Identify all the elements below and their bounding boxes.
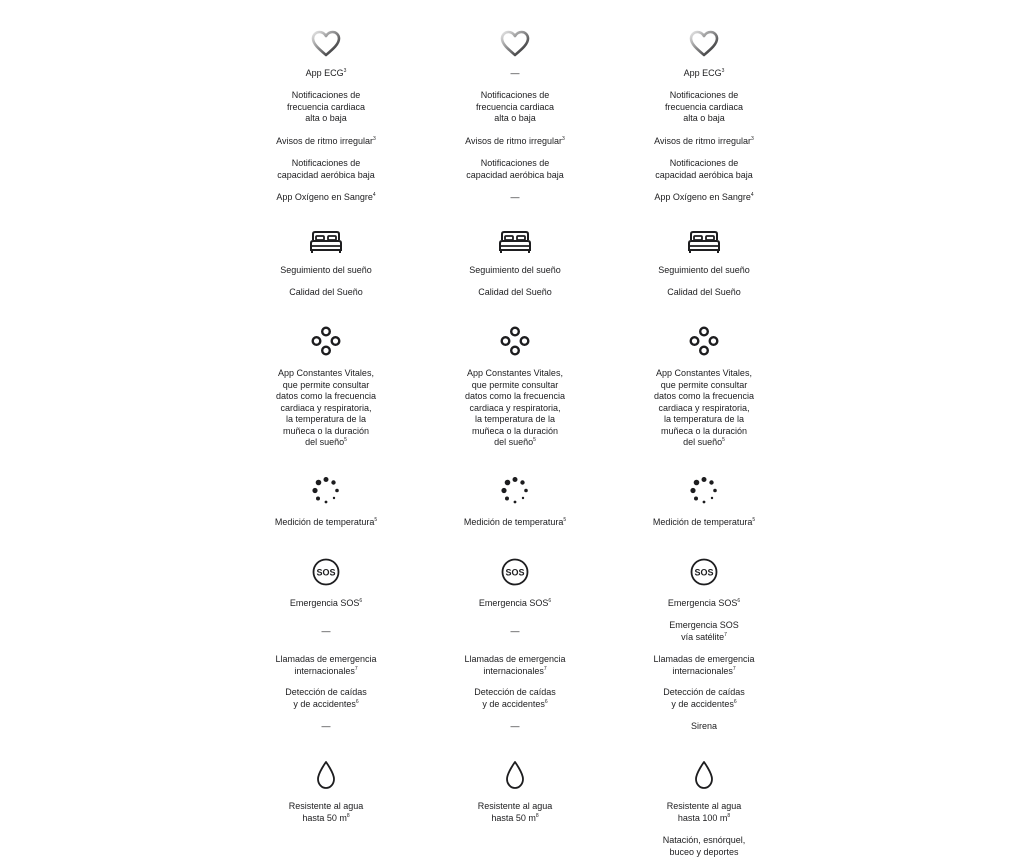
bed-icon <box>687 230 721 254</box>
temperature-icon <box>311 476 341 506</box>
emergency-sos-satellite: — <box>321 626 331 636</box>
siren: — <box>510 721 520 731</box>
bed-icon <box>498 230 532 254</box>
comparison-column <box>609 0 799 857</box>
sleep-quality: Calidad del Sueño <box>478 287 552 297</box>
cardio-fitness: Notificaciones de capacidad aeróbica baja <box>277 158 375 180</box>
fall-detection: Detección de caídas y de accidentes$^6$ <box>285 687 367 709</box>
sos-icon-label: SOS <box>316 567 336 578</box>
water-drop-icon <box>693 760 715 790</box>
comparison-column <box>420 0 610 854</box>
siren: — <box>321 721 331 731</box>
international-calls: Llamadas de emergencia internacionales$^7$ <box>275 654 377 676</box>
ecg-app: App ECG$^3$ <box>305 68 347 78</box>
cardio-fitness: Notificaciones de capacidad aeróbica baja <box>466 158 564 180</box>
cardio-fitness: Notificaciones de capacidad aeróbica baja <box>655 158 753 180</box>
water-drop-icon <box>315 760 337 790</box>
sleep-tracking: Seguimiento del sueño <box>469 265 561 275</box>
water-resistance: Resistente al agua hasta 50 $m^8$ <box>477 801 553 823</box>
temperature-sensing: Medición de temperatura$^5$ <box>274 517 378 527</box>
ecg-app: — <box>510 68 520 78</box>
vitals-app: App Constantes Vitales, que permite consultar datos como la frecuencia cardiaca y respiratoria, la temperatura de la muñeca o la duración del sueño$^5$ <box>275 368 377 447</box>
sos-icon <box>690 558 718 586</box>
sleep-quality: Calidad del Sueño <box>667 287 741 297</box>
water-drop-icon <box>504 760 526 790</box>
emergency-sos-satellite: Emergencia SOS vía satélite$^7$ <box>669 620 739 642</box>
irregular-rhythm: Avisos de ritmo irregular$^3$ <box>465 136 565 146</box>
ecg-app: App ECG$^3$ <box>683 68 725 78</box>
vitals-app: App Constantes Vitales, que permite consultar datos como la frecuencia cardiaca y respiratoria, la temperatura de la muñeca o la duración del sueño$^5$ <box>464 368 566 447</box>
siren: Sirena <box>690 721 717 731</box>
vitals-app: App Constantes Vitales, que permite consultar datos como la frecuencia cardiaca y respiratoria, la temperatura de la muñeca o la duración del sueño$^5$ <box>653 368 755 447</box>
vitals-icon <box>689 326 719 356</box>
international-calls: Llamadas de emergencia internacionales$^7$ <box>653 654 755 676</box>
sos-icon-label: SOS <box>505 567 525 578</box>
emergency-sos: Emergencia SOS$^6$ <box>667 598 741 608</box>
sleep-tracking: Seguimiento del sueño <box>280 265 372 275</box>
heart-icon <box>500 30 530 57</box>
emergency-sos-satellite: — <box>510 626 520 636</box>
irregular-rhythm: Avisos de ritmo irregular$^3$ <box>654 136 754 146</box>
blood-oxygen-app: App Oxígeno en Sangre$^4$ <box>276 192 376 202</box>
sos-icon <box>501 558 529 586</box>
temperature-icon <box>500 476 530 506</box>
heart-icon <box>311 30 341 57</box>
heart-rate-notifications: Notificaciones de frecuencia cardiaca alta o baja <box>475 90 555 123</box>
heart-rate-notifications: Notificaciones de frecuencia cardiaca alta o baja <box>286 90 366 123</box>
vitals-icon <box>500 326 530 356</box>
fall-detection: Detección de caídas y de accidentes$^6$ <box>663 687 745 709</box>
sleep-tracking: Seguimiento del sueño <box>658 265 750 275</box>
emergency-sos: Emergencia SOS$^6$ <box>289 598 363 608</box>
water-resistance: Resistente al agua hasta 50 $m^8$ <box>288 801 364 823</box>
water-resistance: Resistente al agua hasta 100 $m^8$ <box>666 801 742 823</box>
sleep-quality: Calidad del Sueño <box>289 287 363 297</box>
sos-icon-label: SOS <box>694 567 714 578</box>
international-calls: Llamadas de emergencia internacionales$^7$ <box>464 654 566 676</box>
bed-icon <box>309 230 343 254</box>
vitals-icon <box>311 326 341 356</box>
fall-detection: Detección de caídas y de accidentes$^6$ <box>474 687 556 709</box>
comparison-column <box>231 0 421 854</box>
blood-oxygen-app: — <box>510 192 520 202</box>
blood-oxygen-app: App Oxígeno en Sangre$^4$ <box>654 192 754 202</box>
temperature-sensing: Medición de temperatura$^5$ <box>463 517 567 527</box>
heart-icon <box>689 30 719 57</box>
swim-sports: Natación, esnórquel, buceo y deportes <box>662 835 746 857</box>
emergency-sos: Emergencia SOS$^6$ <box>478 598 552 608</box>
sos-icon <box>312 558 340 586</box>
temperature-sensing: Medición de temperatura$^5$ <box>652 517 756 527</box>
irregular-rhythm: Avisos de ritmo irregular$^3$ <box>276 136 376 146</box>
temperature-icon <box>689 476 719 506</box>
heart-rate-notifications: Notificaciones de frecuencia cardiaca alta o baja <box>664 90 744 123</box>
